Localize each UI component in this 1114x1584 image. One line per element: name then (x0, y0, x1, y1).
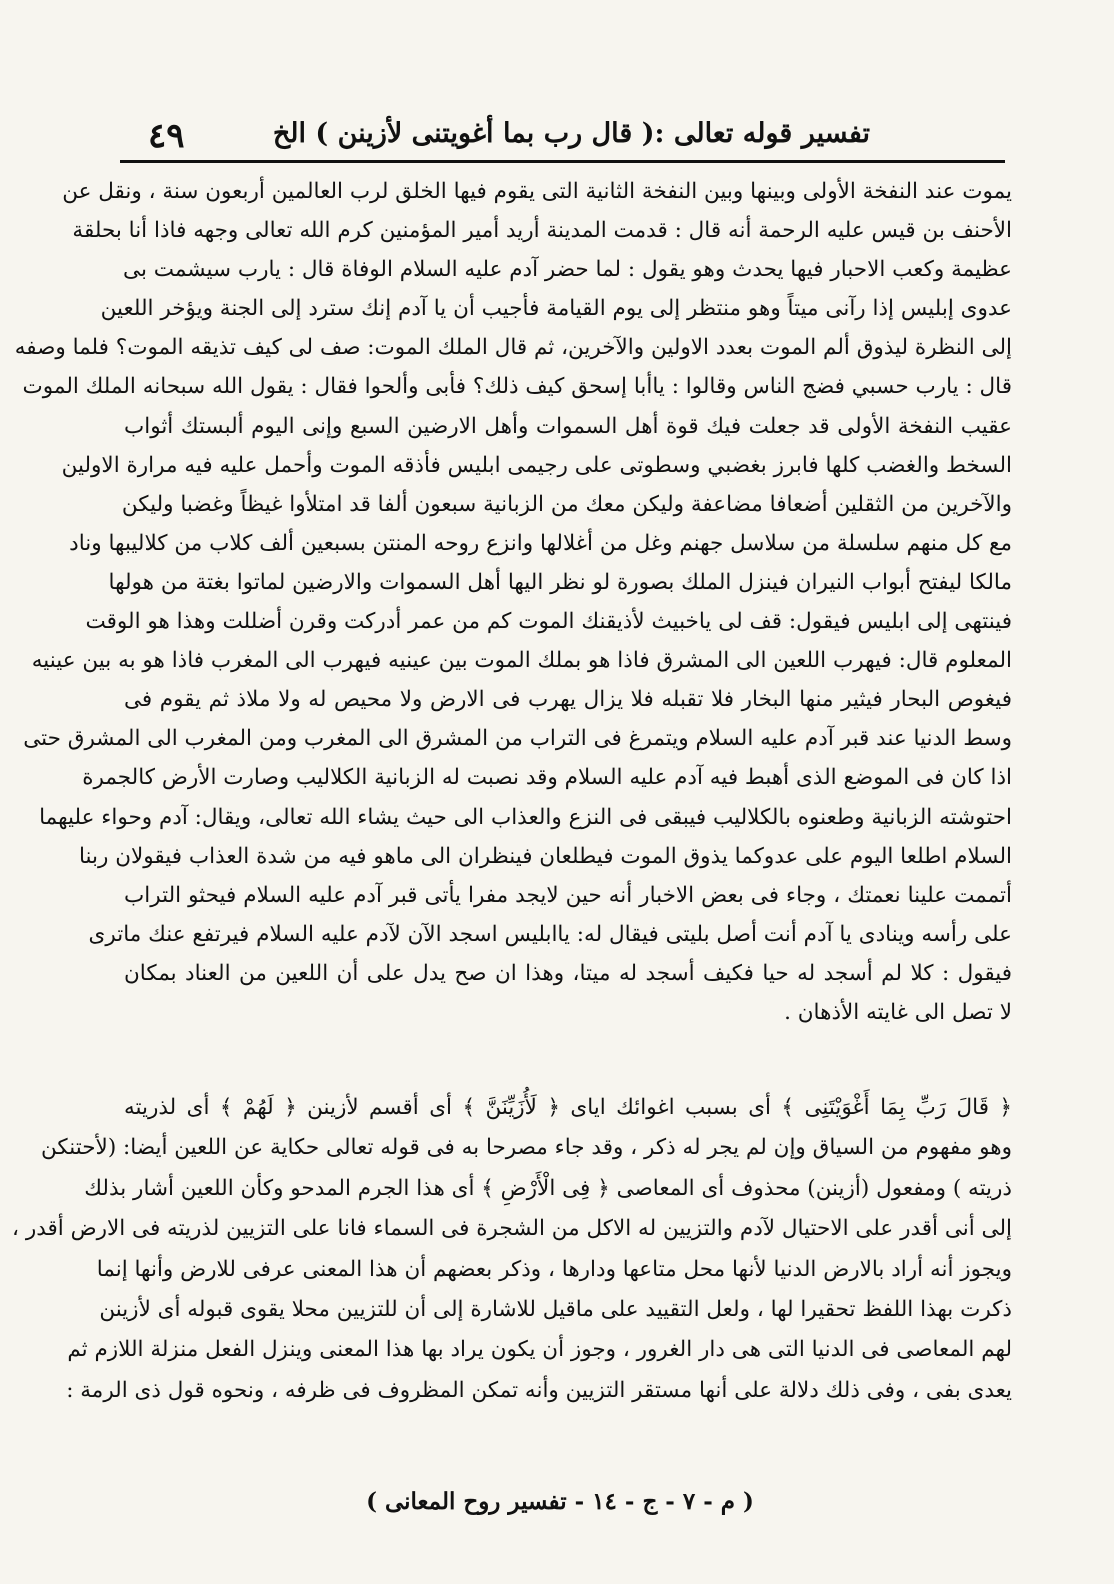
text-line: المعلوم قال: فيهرب اللعين الى المشرق فاذا هو بملك الموت بين عينيه فيهرب الى المغرب فاذا هو به بين عينيه (31, 648, 1012, 674)
commentary-paragraph-1 (14, 172, 1012, 1032)
text-line: مالكا ليفتح أبواب النيران فينزل الملك بصورة لو نظر اليها أهل السموات والارضين لماتوا بغتة من هولها (108, 569, 1012, 595)
verse-line: ﴿ قَالَ رَبِّ بِمَا أَغْوَيْتَنِى ﴾ أى بسبب اغوائك اياى ﴿ لَأُزَيِّنَنَّ ﴾ أى أقسم لأزينن ﴿ لَهُمْ ﴾ أى لذريته (124, 1095, 1012, 1120)
text-line: اذا كان فى الموضع الذى أهبط فيه آدم عليه السلام وقد نصبت له الزبانية الكلاليب وصارت الأرض كالجمرة (82, 765, 1012, 791)
text-line: وسط الدنيا عند قبر آدم عليه السلام ويتمرغ فى التراب من المشرق الى المغرب ومن المغرب الى المشرق حتى (23, 726, 1012, 752)
text-line: فيغوص البحار فيثير منها البخار فلا تقبله فلا يزال يهرب فى الارض ولا محيص له ولا ملاذ ثم يقوم فى (124, 687, 1012, 713)
text-line: لهم المعاصى فى الدنيا التى هى دار الغرور ، وجوز أن يكون يراد بها هذا المعنى وينزل الفعل منزلة اللازم ثم (67, 1337, 1012, 1363)
page-header (120, 112, 1000, 160)
text-line: فيقول : كلا لم أسجد له حيا فكيف أسجد له ميتا، وهذا ان صح يدل على أن اللعين من العناد بمكان (124, 960, 1012, 986)
text-line: الأحنف بن قيس عليه الرحمة أنه قال : قدمت المدينة أريد أمير المؤمنين كرم الله تعالى وجهه فاذا أنا بحلقة (72, 218, 1012, 244)
text-line: فينتهى إلى ابليس فيقول: قف لى ياخبيث لأذيقنك الموت كم من عمر أدركت وقرن أضللت وهذا هو الوقت (85, 609, 1012, 635)
text-line: والآخرين من الثقلين أضعافا مضاعفة وليكن معك من الزبانية سبعون ألفا قد امتلأوا غيظاً وغضبا وليكن (121, 491, 1012, 517)
text-line: على رأسه وينادى يا آدم أنت أصل بليتى فيقال له: ياابليس اسجد الآن لآدم عليه السلام فيرتفع عنك ماترى (88, 921, 1012, 947)
text-line: السلام اطلعا اليوم على عدوكما يذوق الموت فيطلعان فينظران الى ماهو فيه من شدة العذاب فيقولان ربنا (78, 843, 1012, 869)
page-number: ٤٩ (148, 116, 185, 156)
text-line: عظيمة وكعب الاحبار فيها يحدث وهو يقول : لما حضر آدم عليه السلام الوفاة قال : يارب سيشمت بى (123, 257, 1012, 283)
text-line: يموت عند النفخة الأولى وبينها وبين النفخة الثانية التى يقوم فيها الخلق لرب العالمين أربعون سنة ، ونقل عن (62, 179, 1012, 204)
text-line: ويجوز أنه أراد بالارض الدنيا لأنها محل متاعها ودارها ، وذكر بعضهم أن هذا المعنى عرفى للارض وأنها إنما (96, 1256, 1012, 1282)
header-rule (120, 160, 1005, 163)
text-line: أتممت علينا نعمتك ، وجاء فى بعض الاخبار أنه حين لايجد مفرا يأتى قبر آدم عليه السلام فيحثو التراب (124, 882, 1012, 908)
text-line: إلى النظرة ليذوق ألم الموت بعدد الاولين والآخرين، ثم قال الملك الموت: صف لى كيف تذيقه الموت؟ فلما وصفه (14, 335, 1012, 361)
text-line: السخط والغضب كلها فابرز بغضبي وسطوتى على رجيمى ابليس فأذقه الموت وأحمل عليه فيه مرارة الاولين (61, 452, 1012, 478)
text-line: إلى أنى أقدر على الاحتيال لآدم والتزيين له الاكل من الشجرة فى السماء فانا على التزيين لذريته فى الارض أقدر ، (12, 1216, 1012, 1242)
page-footer-signature: ( م - ٧ - ج - ١٤ - تفسير روح المعانى ) (366, 1488, 754, 1515)
text-line: عقيب النفخة الأولى قد جعلت فيك قوة أهل السموات وأهل الارضين السبع وإنى اليوم ألبستك أثواب (124, 413, 1012, 439)
text-line: عدوى إبليس إذا رآنى ميتاً وهو منتظر إلى يوم القيامة فأجيب أن يا آدم إنك سترد إلى الجنة ويؤخر اللعين (100, 296, 1012, 322)
text-line: ذكرت بهذا اللفظ تحقيرا لها ، ولعل التقييد على ماقيل للاشارة إلى أن للتزيين محلا يقوى قبوله أى لأزينن (99, 1296, 1012, 1322)
text-line: وهو مفهوم من السياق وإن لم يجر له ذكر ، وقد جاء مصرحا به فى قوله تعالى حكاية عن اللعين أيضا: (لأحتنكن (41, 1135, 1012, 1161)
text-line: ذريته ) ومفعول (أزينن) محذوف أى المعاصى ﴿ فِى الْأَرْضِ ﴾ أى هذا الجرم المدحو وكأن اللعين أشار بذلك (84, 1175, 1012, 1201)
text-line: يعدى بفى ، وفى ذلك دلالة على أنها مستقر التزيين وأنه تمكن المظروف فى ظرفه ، ونحوه قول ذى الرمة : (66, 1377, 1012, 1403)
running-title: تفسير قوله تعالى :( قال رب بما أغويتنى لأزينن ) الخ (272, 118, 870, 149)
text-line: مع كل منهم سلسلة من سلاسل جهنم وغل من أغلالها وانزع روحه المنتن بسبعين ألف كلاب من كلاليبها وناد (69, 530, 1012, 556)
text-line: احتوشته الزبانية وطعنوه بالكلاليب فيبقى فى النزع والعذاب الى حيث يشاء الله تعالى، ويقال: آدم وحواء عليهما (39, 804, 1012, 830)
text-line: لا تصل الى غايته الأذهان . (784, 999, 1012, 1025)
commentary-paragraph-2 (12, 1088, 1012, 1411)
text-line: قال : يارب حسبي فضج الناس وقالوا : ياأبا إسحق كيف ذلك؟ فأبى وألحوا فقال : يقول الله سبحانه الملك الموت (22, 374, 1012, 400)
